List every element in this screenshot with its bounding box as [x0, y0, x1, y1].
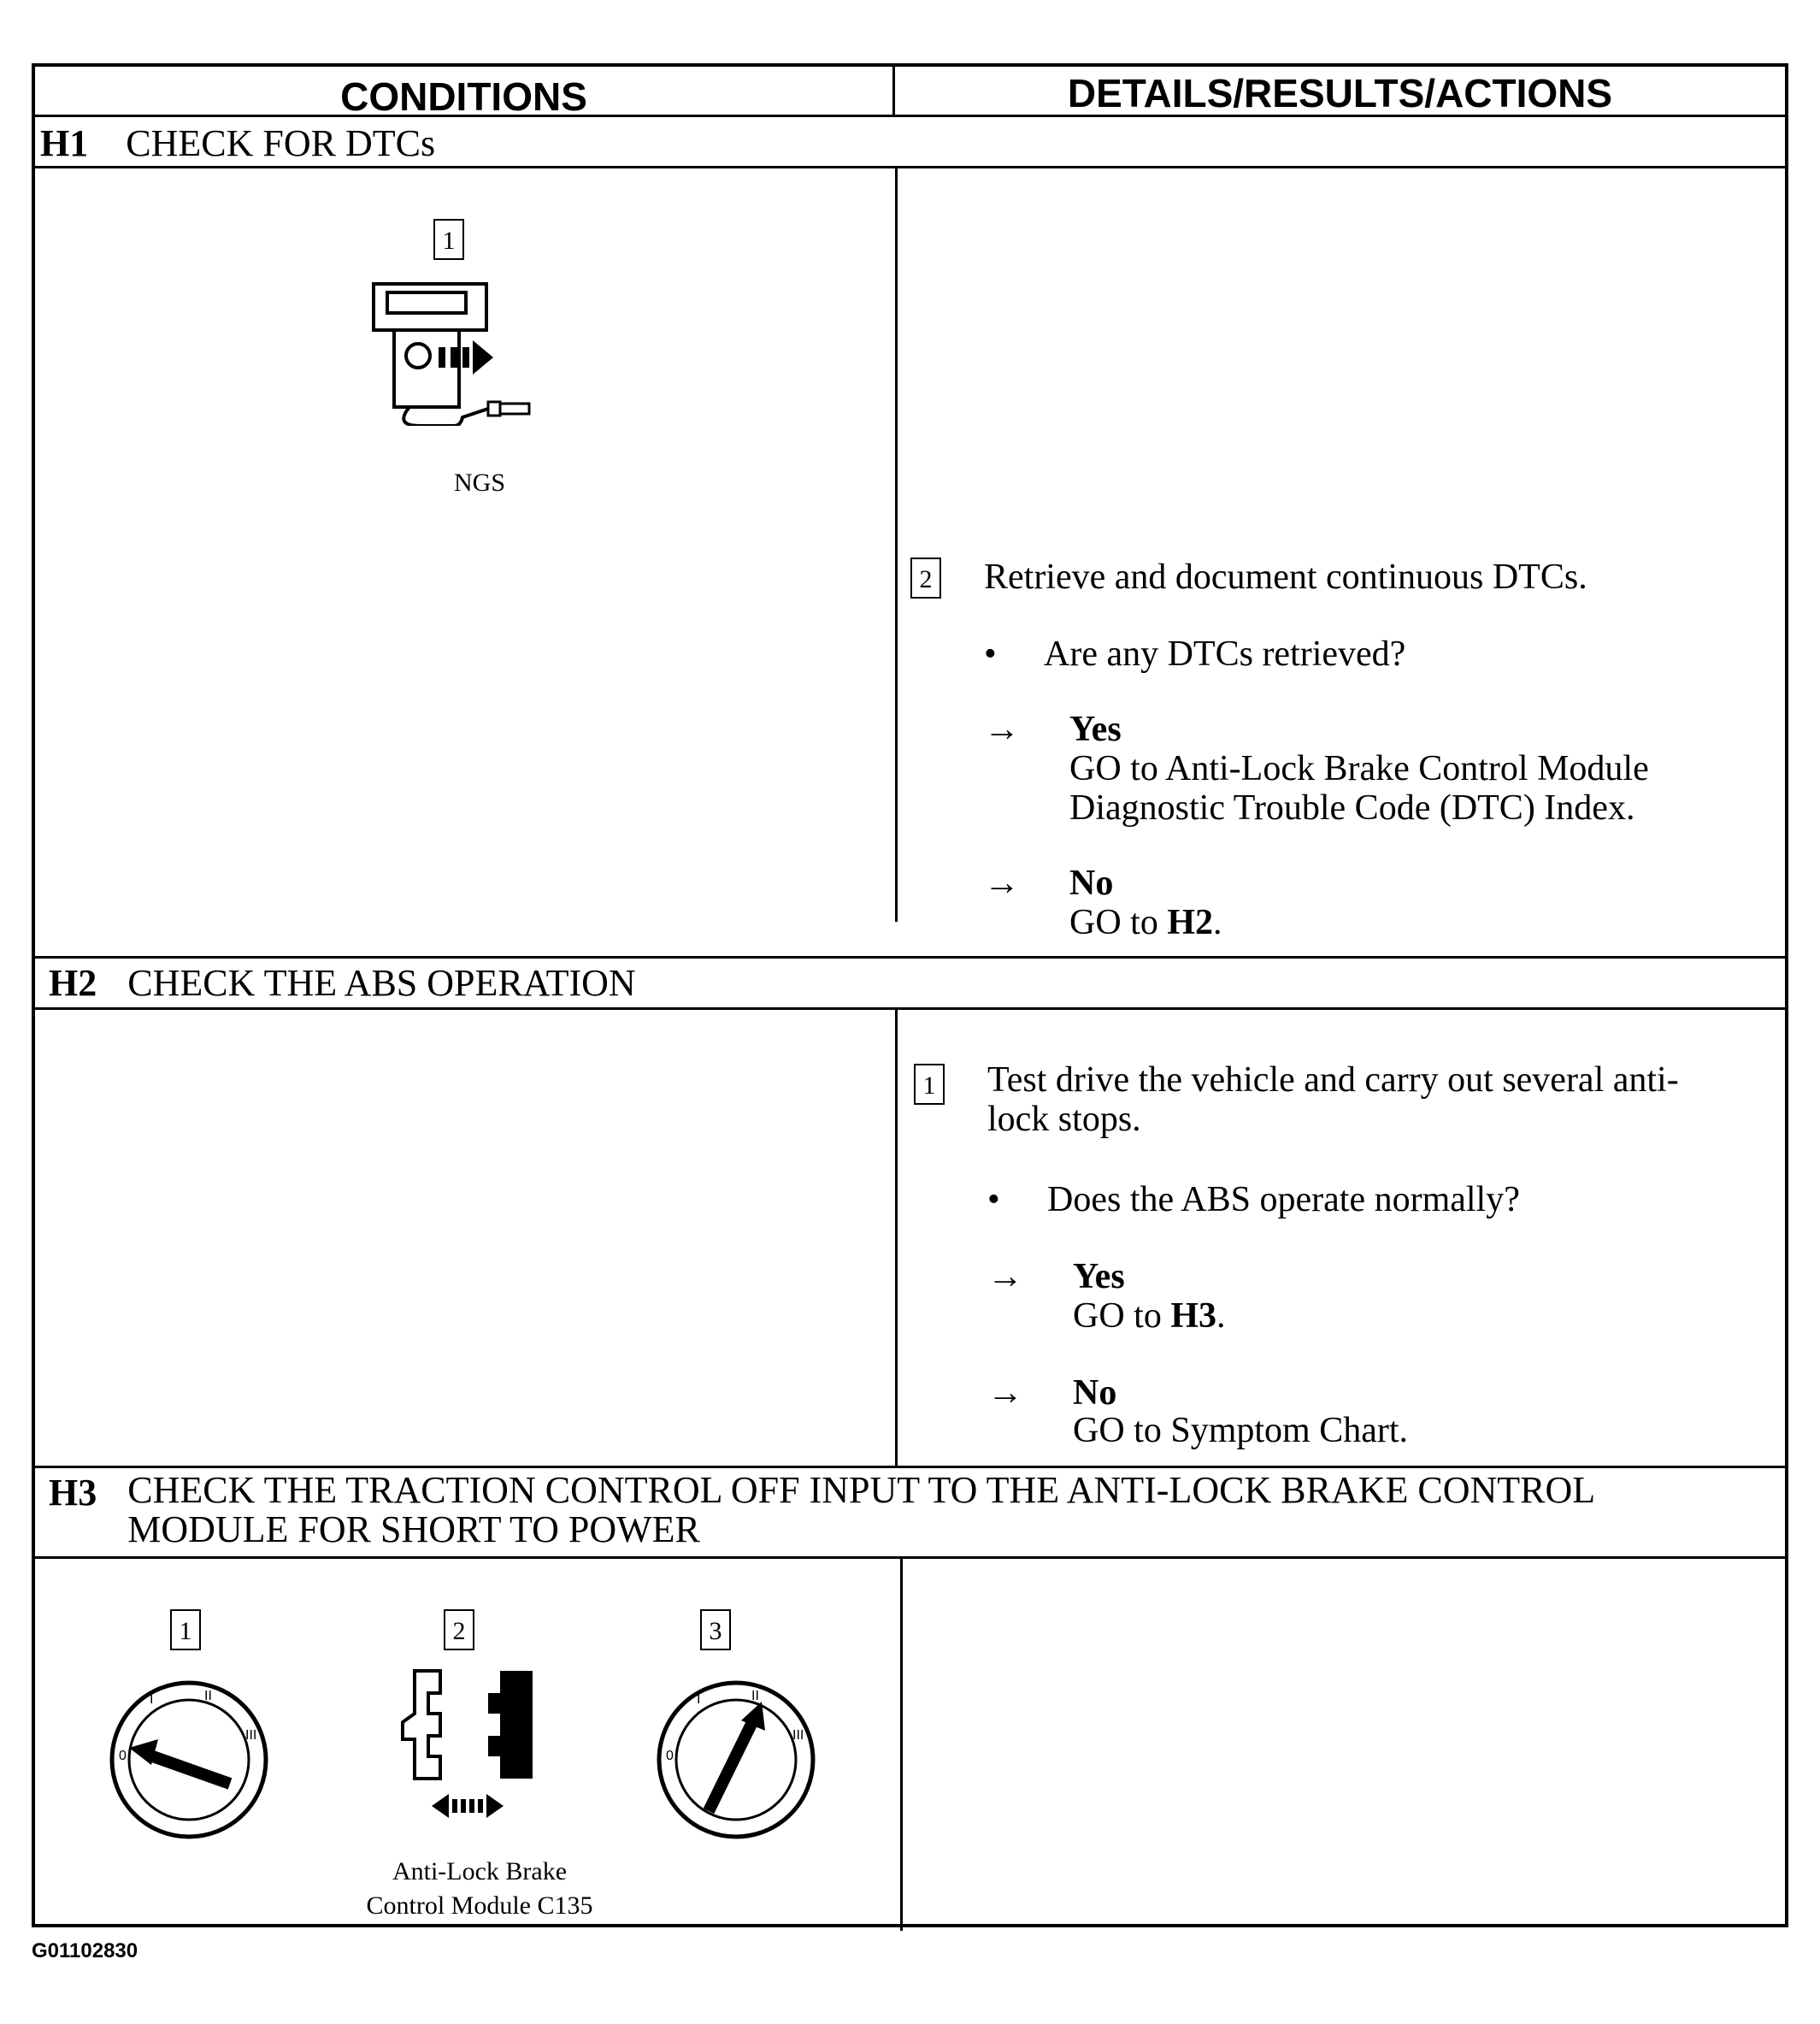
divider [895, 168, 898, 922]
image-caption: NGS [453, 469, 505, 497]
bullet: • [984, 634, 997, 674]
yes-action-text: GO to Anti-Lock Brake Control Module Diagnostic Trouble Code (DTC) Index. [1069, 749, 1649, 828]
question-text: Does the ABS operate normally? [1047, 1180, 1520, 1219]
step-number-box: 1 [914, 1064, 945, 1105]
step-number-box: 3 [700, 1609, 731, 1650]
header-details: DETAILS/RESULTS/ACTIONS [1067, 71, 1613, 115]
question-text: Are any DTCs retrieved? [1044, 634, 1406, 674]
step-title-h3 [49, 1471, 1595, 1549]
no-label: No [1069, 864, 1114, 903]
arrow: → [984, 864, 1020, 903]
step-title-line: MODULE FOR SHORT TO POWER [127, 1508, 700, 1550]
no-label: No [1073, 1373, 1117, 1413]
step-title-text: CHECK FOR DTCs [126, 122, 436, 164]
bullet: • [987, 1180, 1000, 1219]
divider [35, 1007, 1785, 1010]
step-id: H3 [49, 1472, 97, 1514]
step-title-h2 [49, 961, 636, 1005]
arrow: → [984, 710, 1020, 749]
step-title-line: CHECK THE TRACTION CONTROL OFF INPUT TO THE ANTI-LOCK BRAKE CONTROL [127, 1469, 1596, 1511]
yes-action-suffix: . [1216, 1296, 1226, 1336]
yes-action-text [1073, 1296, 1226, 1336]
ignition-run-icon [651, 1674, 822, 1845]
diagnostic-chart [32, 63, 1788, 1927]
ignition-off-icon [103, 1674, 274, 1845]
image-caption: Anti-Lock Brake [392, 1857, 568, 1885]
step-number-box: 2 [910, 558, 941, 599]
yes-label: Yes [1073, 1257, 1125, 1296]
ngs-tester-icon [360, 272, 565, 426]
ignition-mark: 0 [119, 1749, 127, 1763]
ignition-mark: III [245, 1728, 257, 1743]
step-number-box: 1 [170, 1609, 201, 1650]
divider [35, 115, 1785, 117]
ignition-mark: 0 [666, 1749, 674, 1763]
yes-action-prefix: GO to [1073, 1296, 1171, 1336]
ignition-mark: II [751, 1689, 759, 1703]
divider [895, 1009, 898, 1466]
step-title-h1 [40, 121, 435, 165]
step-id: H1 [40, 122, 89, 164]
divider [900, 1558, 903, 1931]
next-step-link[interactable]: H3 [1170, 1296, 1217, 1336]
divider [892, 67, 895, 116]
ignition-mark: III [792, 1728, 804, 1743]
yes-label: Yes [1069, 710, 1122, 749]
no-action-text: GO to Symptom Chart. [1073, 1411, 1409, 1450]
step-number-box: 2 [444, 1609, 474, 1650]
divider [35, 1556, 1785, 1559]
arrow: → [987, 1257, 1023, 1296]
action-text: Retrieve and document continuous DTCs. [984, 558, 1587, 597]
header-conditions: CONDITIONS [340, 74, 587, 119]
figure-code: G01102830 [32, 1939, 138, 1962]
connector-disconnect-icon [372, 1662, 568, 1825]
no-action-suffix: . [1213, 903, 1222, 942]
next-step-link[interactable]: H2 [1167, 903, 1214, 942]
step-id: H2 [49, 962, 97, 1004]
no-action-text [1069, 903, 1222, 942]
ignition-mark: I [697, 1692, 701, 1707]
image-caption: Control Module C135 [366, 1891, 593, 1920]
divider [35, 1466, 1785, 1468]
no-action-prefix: GO to [1069, 903, 1168, 942]
divider [35, 956, 1785, 959]
step-number-box: 1 [433, 219, 464, 260]
ignition-mark: II [204, 1689, 212, 1703]
arrow: → [987, 1373, 1023, 1413]
step-title-text: CHECK THE ABS OPERATION [127, 962, 636, 1004]
ignition-mark: I [150, 1692, 154, 1707]
action-text: Test drive the vehicle and carry out several anti-lock stops. [987, 1060, 1679, 1139]
divider [35, 166, 1785, 168]
